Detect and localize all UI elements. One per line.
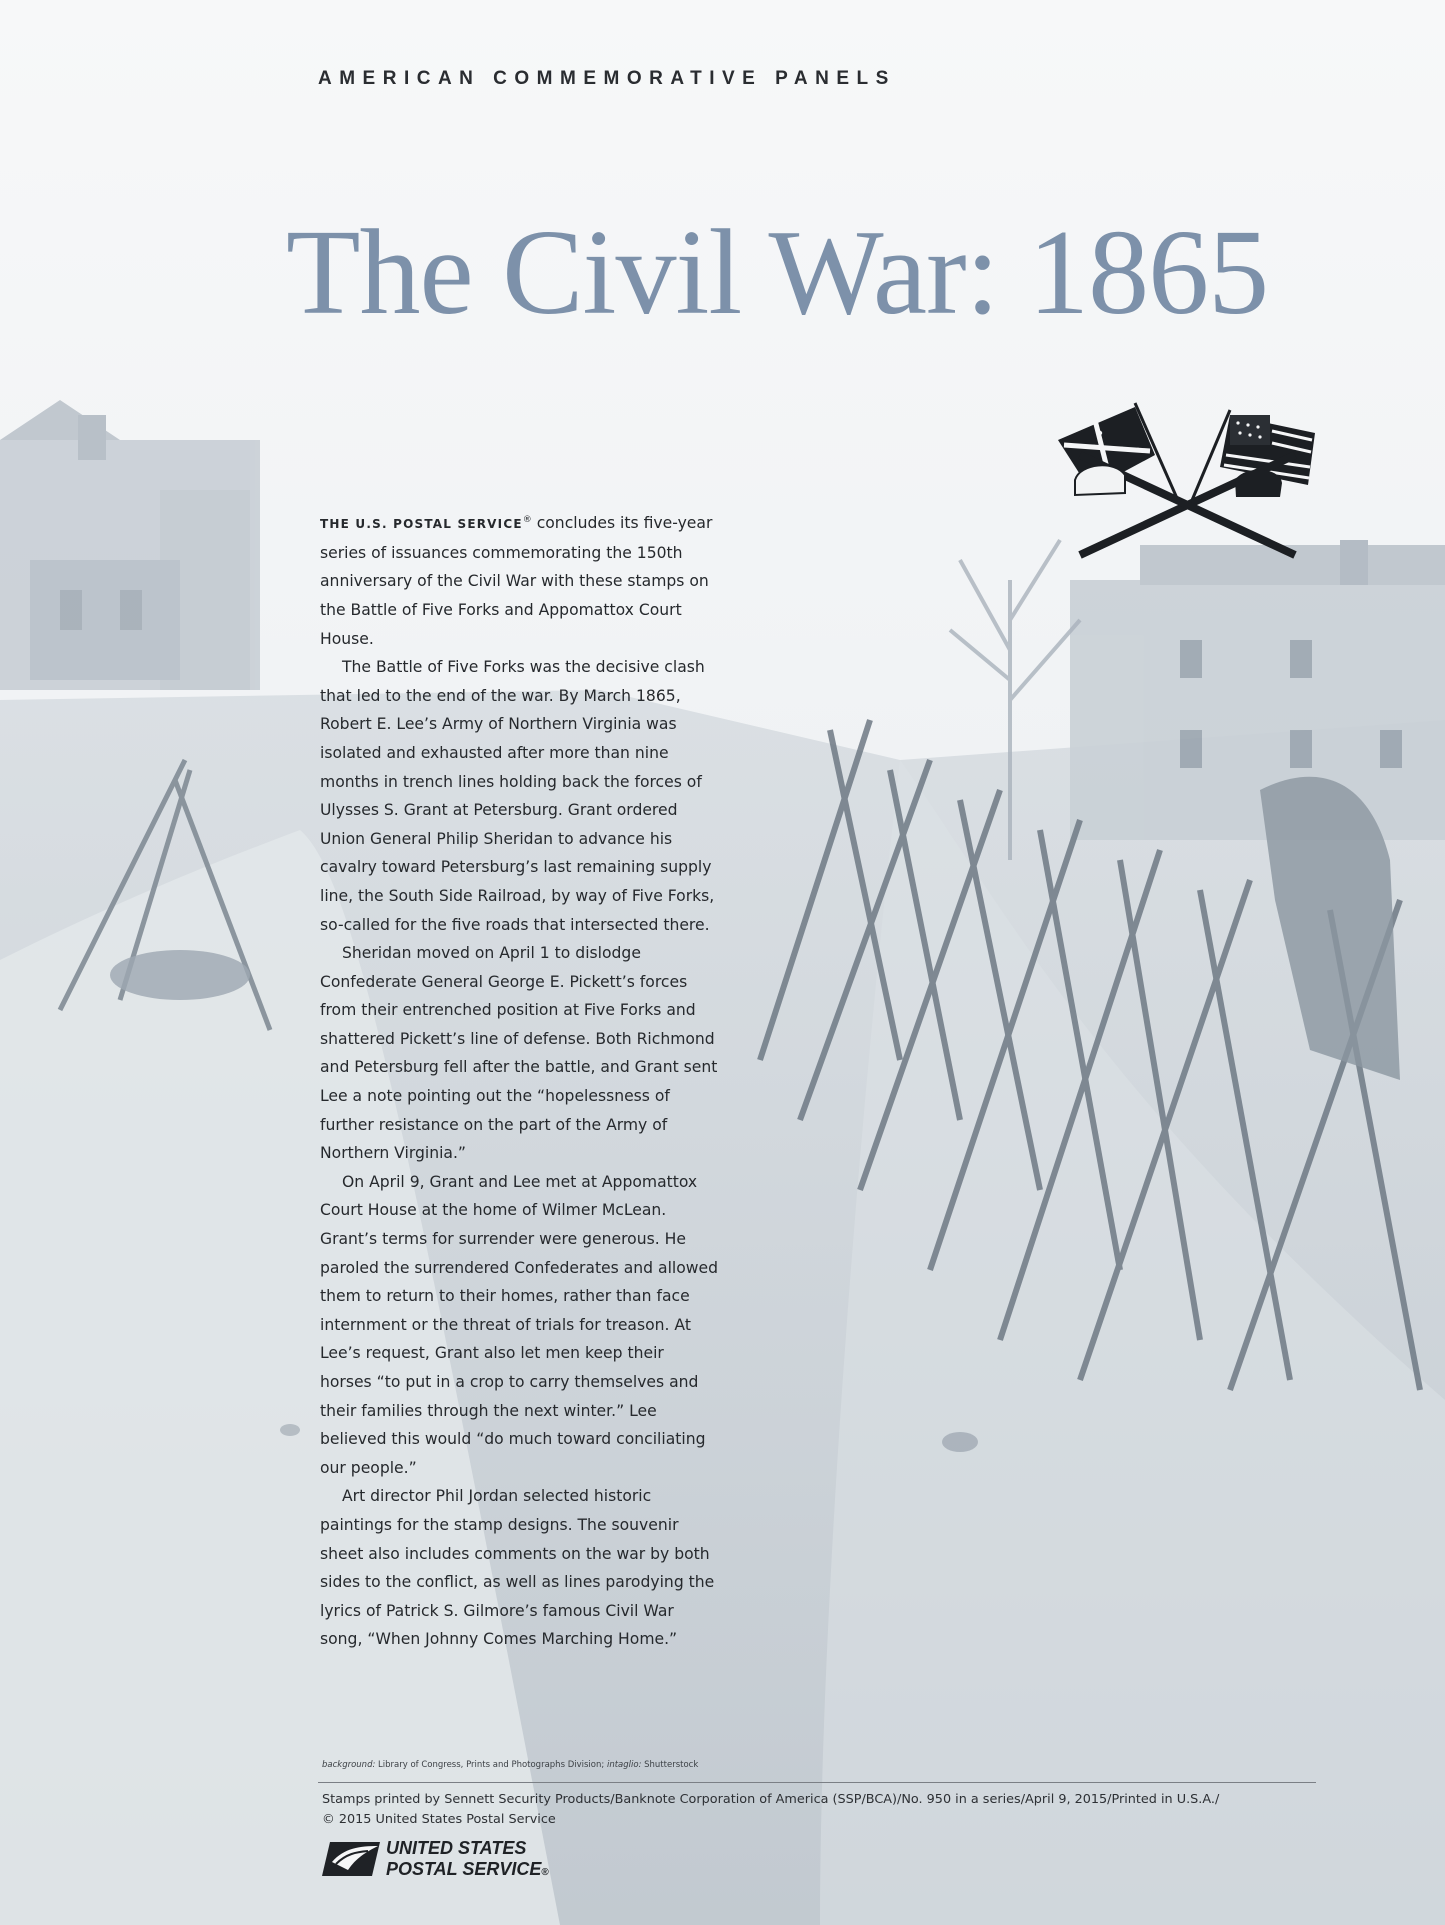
series-header: AMERICAN COMMEMORATIVE PANELS (318, 68, 896, 89)
lead-rest: concludes its five-year series of issuances commemorating the 150th anniversary of the Civil War with these stamps on the Battle of Five Forks and Appomattox Court House. (320, 514, 713, 648)
body-paragraph: On April 9, Grant and Lee met at Appomattox Court House at the home of Wilmer McLean. Grant’s terms for surrender were generous. He paroled the surrendered Confederates and allowed them to return to their homes, rather than face internment or the threat of trials for treason. At Lee’s request, Grant also let men keep their horses “to put in a crop to carry themselves and their families through the next winter.” Lee believed this would “do much toward conciliating our people.” (320, 1172, 719, 1477)
usps-line-1: UNITED STATES (386, 1838, 527, 1858)
page-title: The Civil War: 1865 (286, 205, 1269, 340)
body-text (320, 506, 720, 1654)
printing-info (322, 1790, 1219, 1830)
usps-registered-mark: ® (541, 1867, 549, 1878)
lead-caps: THE U.S. POSTAL SERVICE (320, 517, 523, 532)
body-paragraph-intro (320, 506, 720, 653)
divider (318, 1782, 1316, 1783)
credit-intaglio-text: Shutterstock (641, 1760, 699, 1770)
credit-background-label: background: (322, 1760, 376, 1770)
usps-line-2: POSTAL SERVICE (386, 1859, 542, 1879)
credit-background-text: Library of Congress, Prints and Photographs Division; (375, 1760, 607, 1770)
usps-eagle-icon (322, 1836, 382, 1880)
image-credit (322, 1760, 698, 1770)
credit-intaglio-label: intaglio: (606, 1760, 642, 1770)
usps-wordmark (386, 1838, 549, 1883)
usps-logo (322, 1836, 562, 1882)
body-paragraph: The Battle of Five Forks was the decisive clash that led to the end of the war. By March 1865, Robert E. Lee’s Army of Northern Virginia was isolated and exhausted after more than nine months in trench lines holding back the forces of Ulysses S. Grant at Petersburg. Grant ordered Union General Philip Sheridan to advance his cavalry toward Petersburg’s last remaining supply line, the South Side Railroad, by way of Five Forks, so-called for the five roads that intersected there. (320, 658, 715, 934)
body-paragraph: Art director Phil Jordan selected historic paintings for the stamp designs. The souvenir sheet also includes comments on the war by both sides to the conflict, as well as lines parodying the lyrics of Patrick S. Gilmore’s famous Civil War song, “When Johnny Comes Marching Home.” (320, 1487, 715, 1649)
copyright-line: © 2015 United States Postal Service (322, 1812, 556, 1827)
registered-mark: ® (522, 515, 532, 525)
crossed-flags-rifles-caps-icon (1050, 385, 1325, 560)
body-paragraph: Sheridan moved on April 1 to dislodge Confederate General George E. Pickett’s forces from their entrenched position at Five Forks and shattered Pickett’s line of defense. Both Richmond and Petersburg fell after the battle, and Grant sent Lee a note pointing out the “hopelessness of further resistance on the part of the Army of Northern Virginia.” (320, 944, 718, 1163)
printing-line: Stamps printed by Sennett Security Products/Banknote Corporation of America (SSP/BCA)/No. 950 in a series/April 9, 2015/Printed in U.S.A./ (322, 1792, 1220, 1807)
